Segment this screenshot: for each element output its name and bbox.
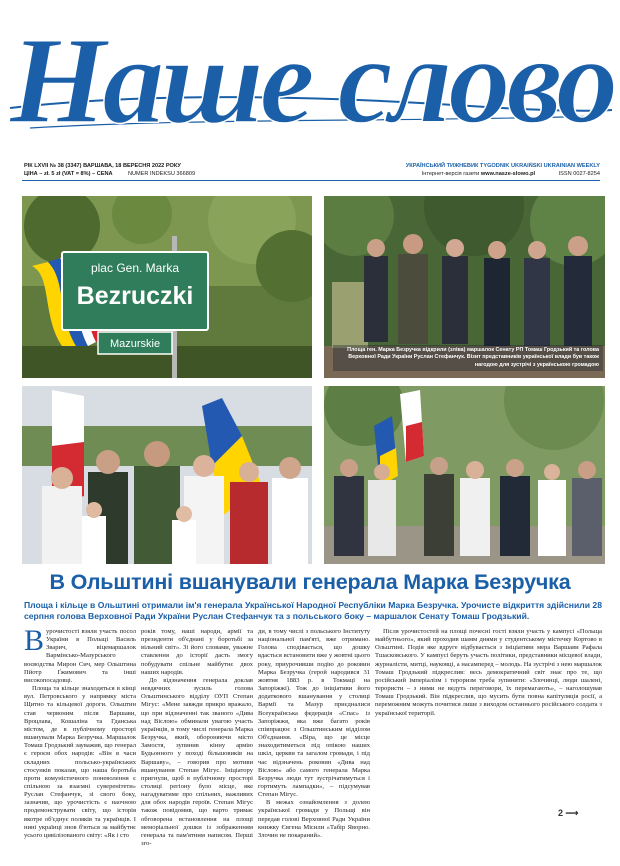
article-headline: В Ольштині вшанували генерала Марка Безручка [49, 570, 571, 594]
price-line [24, 170, 324, 178]
photo-crowd [22, 386, 312, 564]
issn: ISSN 0027-8254 [558, 171, 600, 177]
paragraph: Після урочистостей на площі почесні гості взяли участь у кампусі «Польща майбутнього», який проходив шамм днями у студентському містечку Кортово в Ольштині. Подія яке вдруге відбувається з ініціативи мера Варшави Рафала Тшасковського. У кампусі беруть участь політики, представники місцевої влади, журналісти, митці, науковці, а насамперед – молодь. На зустрічі з нею маршалок Томаш Гродзький підкреслив: весь демократичний світ знає про те, що російський імперіалізм і тероризм треба зупинити: «Злочинці, люди шалені, терористи – з ними не ведуть переговори, їх перемагають», – наголошував Томаш Гродзький. Він підкреслив, що мусить бути повна капітуляція росії, а переможним можуть почитися лише з виходом останнього російського солдата з української території. [375, 628, 602, 717]
paragraph: До відзначення генерала доклав невдячних зусиль голова Ольштинського відділу ОУП Степан Мігус: «Мене завжди прикро вражало, що при відзначенні так званого «Дива над Віслою» обминали увагою участь українців, в тому числі генерала Марка Безручка, який, обороняючи місто Замостя, зупинив кінну армію Будьонного у поході більшовиків на Варшаву», – говорив про мотиви вшанування Степан Мігус. Ініціатору пригнули, щоб в публічному просторі столиці регіону було місце, яке нагадуватиме про спільних, важливих для обох народів героїв. Степан Мігус також повідомив, що варто тримає обговорена встановлення на площі меморіальної дошки із зображенням генерала та пам'ятним написом. Перші зго- [141, 676, 253, 848]
sign-line-2: Bezruczki [76, 282, 194, 310]
publication-info [290, 162, 600, 178]
paragraph: В межах ознайомлення з долею української громади у Польщі він передав голові Верховної Ради України книжку Євгена Місили «Табір Яворно. Злочин не покараний». [258, 799, 370, 839]
article-lead: Площа і кільце в Ольштині отримали ім'я генерала Української Народної Республіки Марка Безручка. Урочисте відкриття здійснили 28 серпня голова Верховної Ради України Руслан Стефанчук та з польського боку – маршалок Сенату Томаш Гродзький. [24, 600, 602, 621]
masthead [0, 0, 620, 160]
article-column-1 [24, 624, 136, 840]
article-column-3 [258, 628, 370, 840]
index-number: NUMER INDEKSU 366809 [127, 171, 196, 177]
masthead-logo [0, 0, 620, 160]
issue-line: РІК LXVII № 38 (3347) ВАРШАВА, 18 ВЕРЕСНЯ 2022 РОКУ [24, 163, 181, 169]
article-column-2 [141, 628, 253, 848]
web-line [290, 170, 600, 178]
photo-street-sign [22, 196, 312, 378]
masthead-title: Наше слово [9, 12, 615, 149]
paragraph: Площа та кільце знаходяться в кінці вул. Петровського у напрямку міста Щитно та кільцевої дороги. Ольштин став червоним після Варшави, Вроцлава, Кошаліна та Гданська містом, де в публічному просторі вшанували Марка Безручка. Маршалок Томаш Гродзький зауважив, що генерал є героєм обох народів: «Він в часи складних польсько-українських стосунків показав, що наша боротьба проти комуністичного поневолення є спільною за взаємні суверенітети» Руслан Стефанчук, зі свого боку, зазначив, що урочистість є наочною продемонструвати світу, що історія вкотре об'єднує поляків та українців. І нині українці знов б'ються за майбутнє усього цивілізованого світу: «Як і сто [24, 685, 136, 839]
paragraph-text: урочистості взяли участь посол України в Польщі Василь Зварич, віцемаршалок Вармінсько-Мазурського воєводства Мирон Сич, мер Ольштина Пйотр Ґжимович та інші високопосадовці. [24, 628, 136, 684]
paragraph [24, 624, 136, 685]
sign-line-3: Mazurskie [109, 338, 161, 350]
website-link[interactable]: www.nasze-slowo.pl [480, 171, 536, 177]
masthead-rule [22, 180, 600, 181]
web-prefix: Інтернет-версія газети [421, 171, 480, 177]
drop-cap: В [24, 624, 45, 657]
photo-caption: Площа ген. Марка Безручка відкрили (зліва) маршалок Сенату РП Томаш Гродзький та голова Верховної Ради України Руслан Стефанчук. Візит представників української влади був також нагодою для зустрічі з українською громадою [333, 345, 603, 371]
issue-info [24, 162, 324, 178]
paragraph: років тому, наші народи, армії та президенти об'єднані у боротьбі за вільний світ». Зі його словами, уважне ставлення до історії дасть змогу побудувати спільне майбутнє двох наших народів. [141, 628, 253, 676]
article-column-4 [375, 628, 602, 718]
paragraph: ди, в тому числі з польського Інституту національної пам'яті, вже отримано. Голова сподівається, що дошку вдасться встановити вже у жовтні цього року, приурочивши подію до роковин Марка Безручка (герой народився 31 жовтня 1883 р. в Токмаці на Запоріжжі). Тож до ініціативи його додаткового вшанування у столиці Вармії та Мазур приєдналися Всеукраїнська федерація «Спас» із Запоріжжя, яка вже багато років співпрацює з Ольштинським відділом Об'єднання. «Віра, що це місце знаходитиметься під опікою наших шкіл, церкви та загалом громади, і під час відзначень роковин «Дива над Віслою» або самого генерала Марка Безручка люди тут зустрічатимуться і гортимуть лампадки», – підсумував Степан Мігус. [258, 628, 370, 799]
sign-line-1: plac Gen. Marka [90, 261, 180, 275]
price-text: ЦІНА – zł. 5 zł (VAT = 8%) – CENA [24, 171, 113, 177]
weekly-line: УКРАЇНСЬКИЙ ТИЖНЕВИК TYGODNIK UKRAIŃSKI UKRAINIAN WEEKLY [405, 163, 600, 169]
photo-greeting [324, 386, 605, 564]
continued-marker: 2 ⟶ [558, 808, 579, 818]
